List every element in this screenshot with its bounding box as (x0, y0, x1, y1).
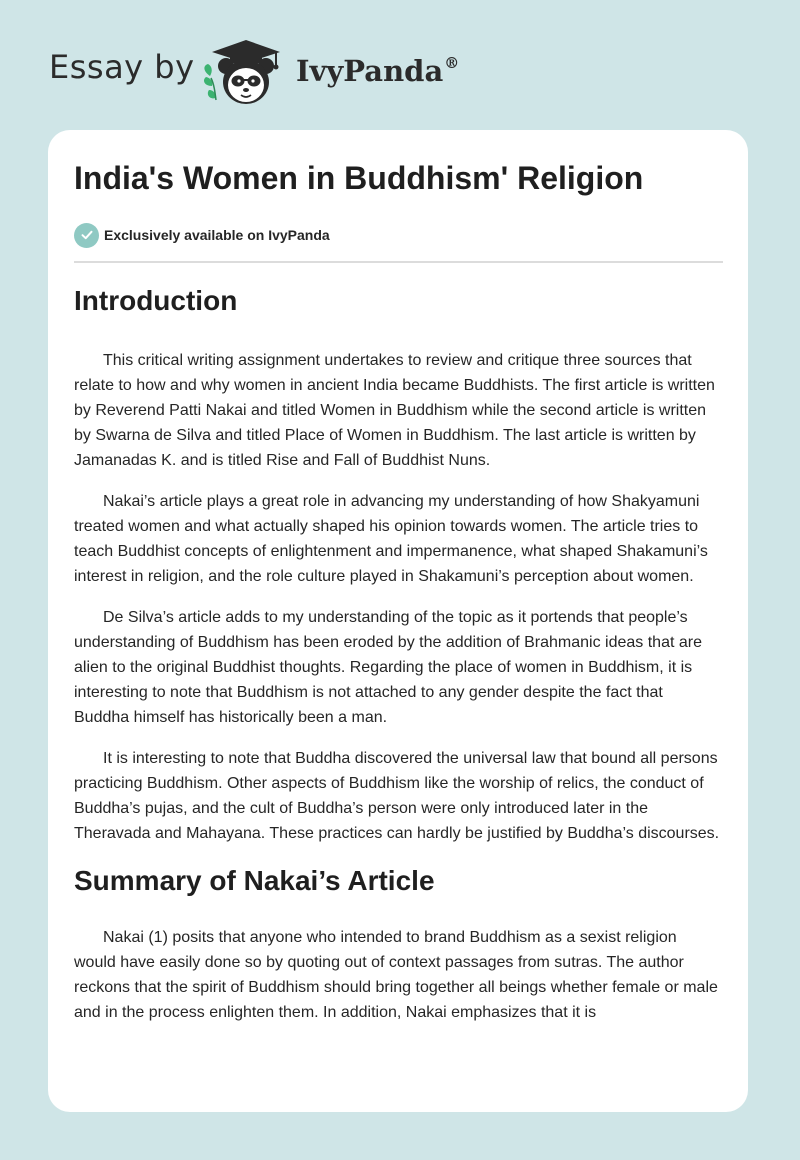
brand-text: IvyPanda (296, 54, 444, 88)
paragraph: Nakai’s article plays a great role in advancing my understanding of how Shakyamuni treated women and what actually shaped his opinion towards women. The article tries to teach Buddhist concepts of enlightenment and impermanence, what shaped Shakamuni’s interest in religion, and the role culture played in Shakamuni’s perception about women. (74, 493, 708, 585)
essay-body (74, 282, 720, 1041)
check-icon (80, 228, 94, 242)
paragraph: This critical writing assignment undertakes to review and critique three sources that relate to how and why women in ancient India became Buddhists. The first article is written by Reverend Patti Nakai and titled Women in Buddhism while the second article is written by Swarna de Silva and titled Place of Women in Buddhism. The last article is written by Jamanadas K. and is titled Rise and Fall of Buddhist Nuns. (74, 352, 715, 469)
site-header (0, 0, 800, 120)
registered-mark: ® (444, 54, 460, 72)
ivy-leaf-icon (204, 64, 216, 100)
section-heading-introduction: Introduction (74, 285, 238, 316)
paragraph: Nakai (1) posits that anyone who intended to brand Buddhism as a sexist religion would have easily done so by quoting out of context passages from sutras. The author reckons that the spirit of Buddhism should bring together all beings whether female or male and in the process enlighten them. In addition, Nakai emphasizes that it is (74, 929, 718, 1021)
essay-by-label: Essay by (49, 48, 195, 86)
badge-label: Exclusively available on IvyPanda (104, 227, 330, 243)
brand-name[interactable] (296, 54, 459, 88)
check-circle-icon (74, 223, 99, 248)
paragraph: De Silva’s article adds to my understanding of the topic as it portends that people’s understanding of Buddhism has been eroded by the addition of Brahmanic ideas that are alien to the original Buddhist thoughts. Regarding the place of women in Buddhism, it is interesting to note that Buddhism is not attached to any gender despite the fact that Buddha himself has historically been a man. (74, 609, 702, 726)
page-title: India's Women in Buddhism' Religion (74, 160, 644, 196)
ivypanda-logo-icon[interactable] (200, 36, 292, 112)
exclusive-badge (74, 222, 330, 248)
title-divider (74, 261, 723, 263)
essay-card (48, 130, 748, 1112)
paragraph: It is interesting to note that Buddha discovered the universal law that bound all persons practicing Buddhism. Other aspects of Buddhism like the worship of relics, the conduct of Buddha’s pujas, and the cult of Buddha’s person were only introduced later in the Theravada and Mahayana. These practices can hardly be justified by Buddha’s discourses. (74, 750, 720, 842)
section-heading-summary: Summary of Nakai’s Article (74, 865, 435, 896)
